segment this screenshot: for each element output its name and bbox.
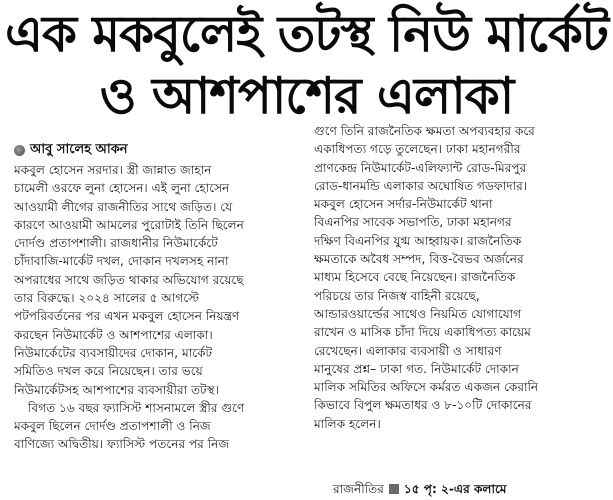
headline-line-1: এক মকবুলেই তটস্থ নিউ মার্কেট: [4, 5, 609, 63]
text-line: মালিক সমিতির অফিসে কর্মরত একজন কেরানি: [314, 380, 539, 395]
headline-line-2: ও আশপাশের এলাকা: [99, 67, 514, 125]
text-line: আওয়ামী লীগের রাজনীতির সাথে জড়িত। যে: [14, 199, 233, 214]
text-line: নিউমার্কেটসহ আশপাশের ব্যবসায়ীরা তটস্থ।: [14, 382, 219, 397]
text-line: তার বিরুদ্ধে। ২০২৪ সালের ৫ আগস্টে: [14, 291, 200, 306]
text-line: একাধিপত্য গড়ে তুলেছেন। ঢাকা মহানগরীর: [314, 142, 521, 157]
article-column-right: [314, 122, 607, 433]
author-name: আবু সালেহ আকন: [30, 142, 128, 157]
text-line: দক্ষিণ বিএনপির যুগ্ম আহ্বায়ক। রাজনৈতিক: [314, 233, 522, 248]
text-line: মানুষের প্রশ্ন– ঢাকা গত. নিউমার্কেট দোকান: [314, 361, 519, 376]
text-line: মাধ্যম হিসেবে বেছে নিয়েছেন। রাজনৈতিক: [314, 270, 516, 285]
text-line: কারণে আওয়ামী আমলের পুরোটাই তিনি ছিলেন: [14, 217, 244, 232]
text-line: বিএনপির সাবেক সভাপতি, ঢাকা মহানগর: [314, 215, 512, 230]
text-line: রেখেছেন। এলাকার ব্যবসায়ী ও সাধারণ: [314, 343, 502, 358]
text-line: বিগত ১৬ বছর ফ্যাসিস্ট শাসনামলে স্ত্রীর গুণে: [28, 400, 245, 415]
byline: [14, 141, 128, 159]
text-line: করছেন নিউমার্কেট ও আশপাশের এলাকা।: [14, 327, 213, 342]
text-line: নিউমার্কেটের ব্যবসায়ীদের দোকান, মার্কেট: [14, 345, 213, 360]
text-line: বাণিজ্যে অদ্বিতীয়। ফ্যাসিস্ট পতনের পর নিজ: [14, 437, 230, 452]
text-line: রোড-ধানমন্ডি এলাকার অঘোষিত গডফাদার।: [314, 178, 528, 193]
text-line: ক্ষমতাকে অবৈধ সম্পদ, বিত্ত-বৈভব অর্জনের: [314, 252, 524, 267]
continuation-note: [333, 480, 507, 498]
text-line: দোর্দণ্ড প্রতাপশালী। রাজধানীর নিউমার্কেটে: [14, 236, 218, 251]
text-line: সমিতিও দখল করে নিয়েছেন। তার ভয়ে: [14, 364, 203, 379]
text-line: মকবুল হোসেন সরদার। স্ত্রী জান্নাত জাহান: [14, 163, 212, 177]
text-line: মকবুল ছিলেন দোর্দণ্ড প্রতাপশালী ও নিজ: [14, 419, 211, 434]
text-line: কিভাবে বিপুল ক্ষমতাধর ও ৮-১০টি দোকানের: [314, 398, 532, 413]
text-line: মকবুল হোসেন সর্দার-নিউমার্কেট থানা: [314, 197, 493, 212]
text-line: মালিক হলেন।: [314, 416, 381, 431]
text-line: গুণে তিনি রাজনৈতিক ক্ষমতা অপব্যবহার করে: [314, 124, 535, 138]
text-line: প্রাণকেন্দ্র নিউমার্কেট-এলিফ্যান্ট রোড-মিরপুর: [314, 160, 527, 175]
text-line: অপরাধের সাথে জড়িত থাকার অভিযোগ রয়েছে: [14, 272, 244, 287]
square-bullet-icon: [389, 484, 399, 494]
text-line: আন্ডারওয়ার্ল্ডের সাথেও নিয়মিত যোগাযোগ: [314, 306, 522, 321]
text-line: পরিচয়ে তার নিজস্ব বাহিনী রয়েছে,: [314, 288, 480, 303]
continuation-reference: ১৫ পৃ: ২-এর কলামে: [403, 482, 507, 496]
article-column-left: [14, 161, 304, 454]
section-label: রাজনীতির: [333, 482, 384, 496]
text-line: চামেলী ওরফে লুনা হোসেন। এই লুনা হোসেন: [14, 181, 230, 196]
text-line: চাঁদাবাজি-মার্কেট দখল, দোকান দখলসহ নানা: [14, 254, 229, 269]
text-line: পটপরিবর্তনের পর এখন মকবুল হোসেন নিয়ন্ত্রণ: [14, 309, 240, 324]
text-line: রাখেন ও মাসিক চাঁদা দিয়ে একাধিপত্য কায়েম: [314, 325, 531, 340]
bullet-icon: [14, 145, 25, 156]
